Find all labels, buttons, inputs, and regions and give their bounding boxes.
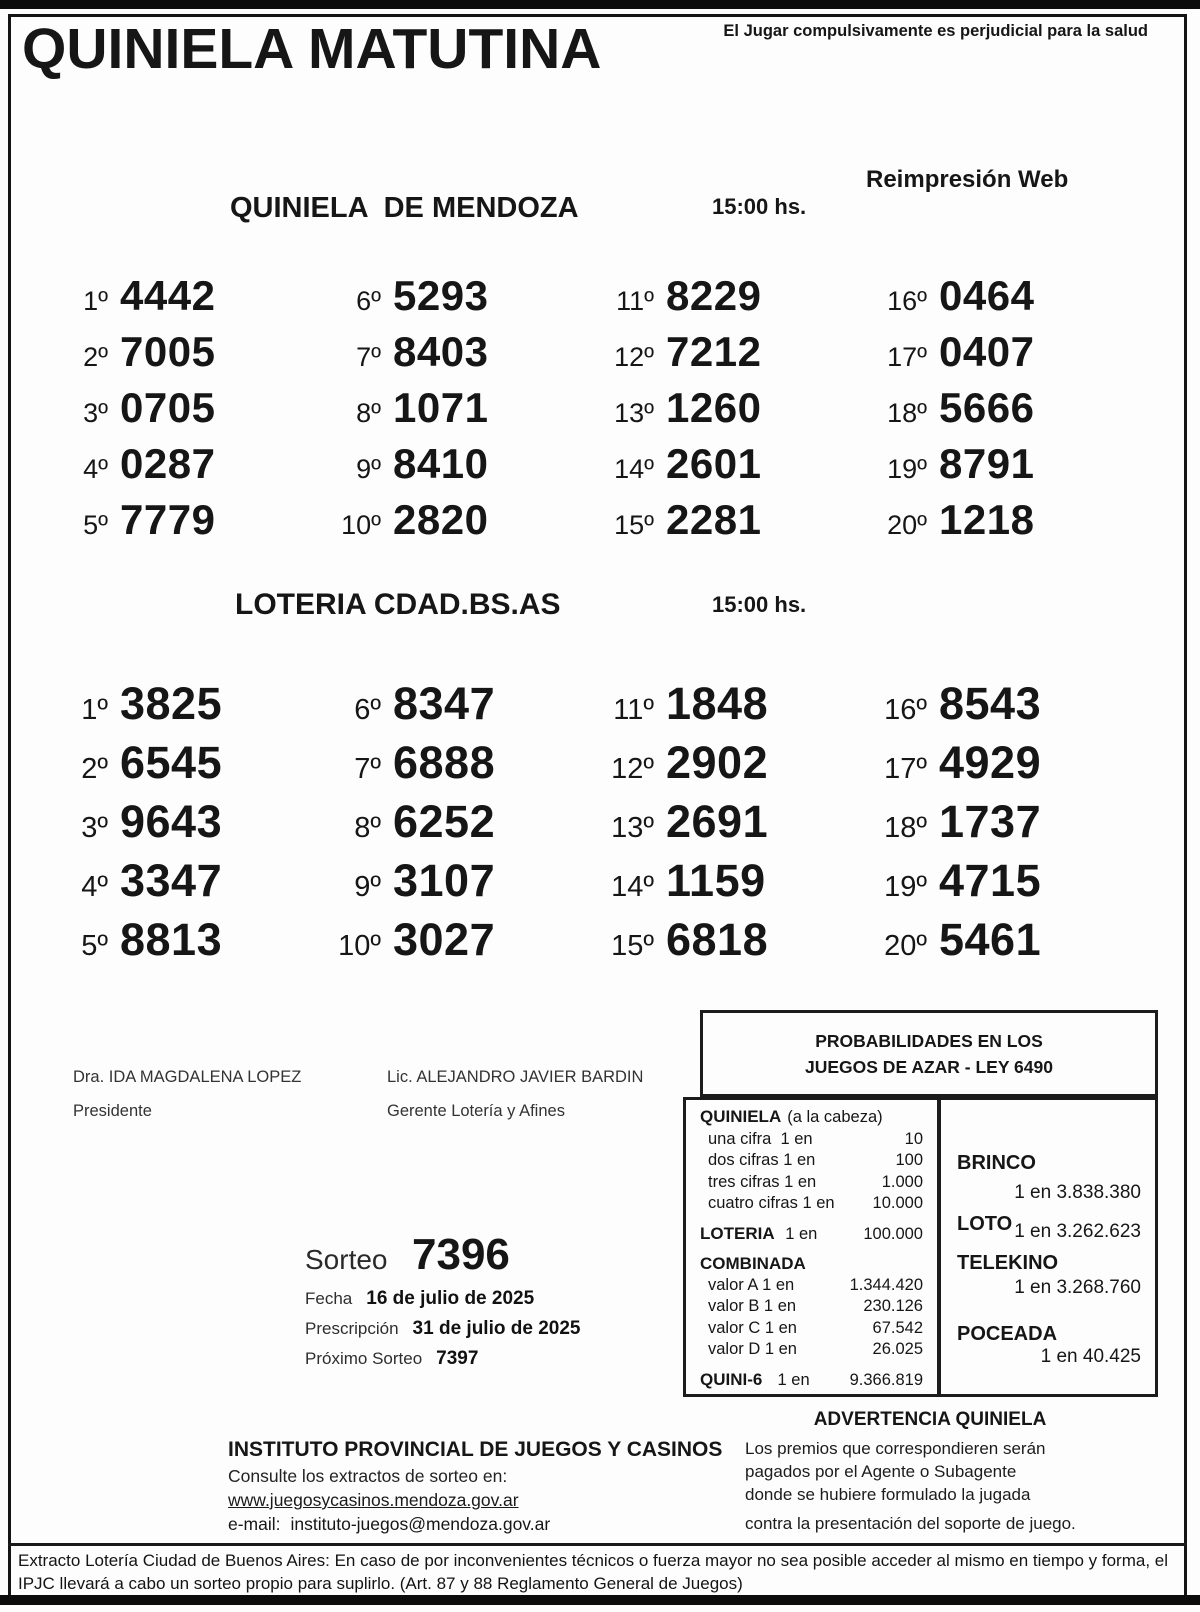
result-number: 7212 bbox=[666, 328, 762, 375]
loteria-results-grid bbox=[48, 674, 1140, 969]
odds-value: 1.344.420 bbox=[849, 1275, 923, 1294]
result-number: 1260 bbox=[666, 384, 762, 431]
result-cell bbox=[867, 492, 1140, 548]
result-number: 8229 bbox=[666, 272, 762, 319]
odds-label: valor A 1 en bbox=[708, 1275, 795, 1294]
result-position: 16º bbox=[884, 694, 927, 726]
institute-website-link[interactable]: www.juegosycasinos.mendoza.gov.ar bbox=[228, 1490, 519, 1510]
result-position: 7º bbox=[356, 342, 381, 372]
result-position: 8º bbox=[354, 812, 381, 844]
result-cell bbox=[48, 380, 321, 436]
result-number: 2281 bbox=[666, 496, 762, 543]
result-position: 6º bbox=[354, 694, 381, 726]
advertencia-line: Los premios que correspondieren serán bbox=[745, 1439, 1046, 1458]
result-position: 14º bbox=[614, 454, 654, 484]
odds-label: valor B 1 en bbox=[708, 1297, 797, 1315]
footer-separator bbox=[8, 1543, 1187, 1546]
odds-value: 1 en 3.268.760 bbox=[1014, 1277, 1141, 1298]
result-number: 4715 bbox=[939, 855, 1042, 906]
game-name: QUINI-6 bbox=[700, 1369, 763, 1389]
probability-row bbox=[700, 1172, 923, 1194]
result-position: 11º bbox=[613, 694, 654, 726]
probability-row bbox=[700, 1193, 923, 1215]
odds-label: una cifra 1 en bbox=[708, 1129, 813, 1148]
footer-disclaimer: Extracto Lotería Ciudad de Buenos Aires: En caso de por inconvenientes técnicos o fuerza mayor no sea posible acceder al mismo en tiempo y forma, el IPJC llevará a cabo un sorteo propio para suplirlo. (Art. 87 y 88 Reglamento General de Juegos) bbox=[18, 1551, 1169, 1593]
result-cell bbox=[594, 324, 867, 380]
result-number: 0407 bbox=[939, 328, 1035, 375]
result-cell bbox=[321, 492, 594, 548]
result-cell bbox=[867, 792, 1140, 851]
result-cell bbox=[867, 910, 1140, 969]
result-position: 1º bbox=[83, 286, 108, 316]
game-name: COMBINADA bbox=[700, 1254, 806, 1273]
probability-row bbox=[700, 1106, 923, 1129]
sorteo-label: Sorteo bbox=[305, 1244, 388, 1275]
odds-label: 1 en bbox=[780, 1224, 818, 1243]
institute-name: INSTITUTO PROVINCIAL DE JUEGOS Y CASINOS bbox=[228, 1438, 723, 1461]
result-cell bbox=[48, 792, 321, 851]
sorteo-number: 7396 bbox=[412, 1230, 510, 1279]
result-number: 2820 bbox=[393, 496, 489, 543]
result-number: 3107 bbox=[393, 855, 496, 906]
mendoza-results-grid bbox=[48, 268, 1140, 548]
result-cell bbox=[867, 324, 1140, 380]
result-number: 8410 bbox=[393, 440, 489, 487]
result-cell bbox=[48, 324, 321, 380]
result-cell bbox=[48, 674, 321, 733]
odds-label: 1 en bbox=[768, 1370, 810, 1389]
result-number: 2902 bbox=[666, 737, 769, 788]
page-title: QUINIELA MATUTINA bbox=[22, 17, 602, 81]
result-position: 2º bbox=[83, 342, 108, 372]
proximo-value: 7397 bbox=[436, 1348, 479, 1369]
result-cell bbox=[321, 380, 594, 436]
result-position: 13º bbox=[611, 812, 654, 844]
result-position: 4º bbox=[81, 871, 108, 903]
result-position: 5º bbox=[81, 930, 108, 962]
result-number: 1159 bbox=[666, 855, 766, 906]
result-cell bbox=[867, 436, 1140, 492]
loteria-section-title: LOTERIA CDAD.BS.AS bbox=[235, 588, 561, 621]
result-cell bbox=[594, 380, 867, 436]
result-position: 10º bbox=[341, 510, 381, 540]
result-number: 3027 bbox=[393, 914, 496, 965]
result-number: 5461 bbox=[939, 914, 1042, 965]
result-cell bbox=[321, 268, 594, 324]
probability-row bbox=[700, 1150, 923, 1172]
probability-row bbox=[700, 1129, 923, 1151]
result-number: 9643 bbox=[120, 796, 223, 847]
game-name: POCEADA bbox=[957, 1323, 1058, 1345]
result-number: 2691 bbox=[666, 796, 769, 847]
probability-row bbox=[700, 1275, 923, 1297]
result-position: 5º bbox=[83, 510, 108, 540]
institute-email-line bbox=[228, 1514, 550, 1535]
odds-label: dos cifras 1 en bbox=[708, 1151, 816, 1169]
prescripcion-label: Prescripción bbox=[305, 1319, 399, 1338]
institute-consult-text: Consulte los extractos de sorteo en: bbox=[228, 1466, 508, 1486]
result-number: 6888 bbox=[393, 737, 496, 788]
advertencia-line: contra la presentación del soporte de juego. bbox=[745, 1514, 1076, 1533]
game-name: TELEKINO bbox=[957, 1252, 1059, 1274]
odds-value: 100 bbox=[895, 1151, 923, 1169]
odds-value: 1 en 40.425 bbox=[1040, 1346, 1141, 1367]
advertencia-text bbox=[745, 1437, 1076, 1535]
result-position: 20º bbox=[887, 510, 927, 540]
result-position: 14º bbox=[611, 871, 654, 903]
probability-entry bbox=[957, 1152, 1141, 1203]
game-name: QUINIELA bbox=[700, 1107, 782, 1126]
result-number: 4929 bbox=[939, 737, 1042, 788]
result-number: 1848 bbox=[666, 678, 769, 729]
result-cell bbox=[594, 268, 867, 324]
result-number: 8347 bbox=[393, 678, 496, 729]
odds-value: 10.000 bbox=[872, 1194, 923, 1212]
result-number: 8543 bbox=[939, 678, 1042, 729]
bottom-border-bar bbox=[0, 1595, 1200, 1605]
result-cell bbox=[594, 492, 867, 548]
responsible-gaming-warning: El Jugar compulsivamente es perjudicial para la salud bbox=[723, 22, 1148, 40]
fecha-value: 16 de julio de 2025 bbox=[366, 1288, 535, 1309]
probability-entry bbox=[957, 1213, 1141, 1242]
advertencia-line: donde se hubiere formulado la jugada bbox=[745, 1485, 1031, 1504]
result-position: 6º bbox=[356, 286, 381, 316]
result-cell bbox=[48, 733, 321, 792]
result-position: 7º bbox=[354, 753, 381, 785]
result-number: 4442 bbox=[120, 272, 216, 319]
game-name: LOTERIA bbox=[700, 1223, 775, 1243]
result-number: 3825 bbox=[120, 678, 223, 729]
odds-label: tres cifras 1 en bbox=[708, 1172, 817, 1191]
result-cell bbox=[867, 268, 1140, 324]
probability-row bbox=[700, 1223, 923, 1246]
result-position: 12º bbox=[614, 342, 654, 372]
result-number: 8791 bbox=[939, 440, 1035, 487]
result-number: 6545 bbox=[120, 737, 223, 788]
result-cell bbox=[867, 380, 1140, 436]
result-position: 17º bbox=[884, 753, 927, 785]
result-number: 1737 bbox=[939, 796, 1042, 847]
result-number: 0705 bbox=[120, 384, 216, 431]
web-reprint-label: Reimpresión Web bbox=[866, 166, 1069, 193]
probabilities-right-column bbox=[941, 1100, 1155, 1394]
result-cell bbox=[594, 674, 867, 733]
result-position: 19º bbox=[884, 871, 927, 903]
result-cell bbox=[594, 910, 867, 969]
result-number: 0287 bbox=[120, 440, 216, 487]
result-position: 18º bbox=[887, 398, 927, 428]
result-number: 7779 bbox=[120, 496, 216, 543]
odds-label: (a la cabeza) bbox=[787, 1108, 883, 1126]
probability-entry bbox=[957, 1323, 1141, 1368]
proximo-label: Próximo Sorteo bbox=[305, 1349, 423, 1368]
odds-label: valor D 1 en bbox=[708, 1340, 797, 1358]
result-cell bbox=[321, 792, 594, 851]
odds-value: 9.366.819 bbox=[849, 1370, 923, 1389]
odds-value: 100.000 bbox=[863, 1224, 923, 1243]
result-cell bbox=[321, 436, 594, 492]
result-position: 11º bbox=[616, 286, 654, 316]
result-position: 4º bbox=[83, 454, 108, 484]
result-cell bbox=[594, 792, 867, 851]
result-cell bbox=[594, 436, 867, 492]
mendoza-draw-time: 15:00 hs. bbox=[712, 194, 807, 219]
result-position: 10º bbox=[338, 930, 381, 962]
result-position: 16º bbox=[887, 286, 927, 316]
result-cell bbox=[321, 733, 594, 792]
result-position: 19º bbox=[887, 454, 927, 484]
result-cell bbox=[594, 851, 867, 910]
result-cell bbox=[48, 436, 321, 492]
result-number: 0464 bbox=[939, 272, 1035, 319]
probabilities-title-line1: PROBABILIDADES EN LOS bbox=[815, 1031, 1043, 1051]
prescripcion-line bbox=[305, 1318, 580, 1340]
result-cell bbox=[594, 733, 867, 792]
result-cell bbox=[48, 492, 321, 548]
email-address-link[interactable]: instituto-juegos@mendoza.gov.ar bbox=[290, 1514, 551, 1534]
advertencia-line: pagados por el Agente o Subagente bbox=[745, 1462, 1017, 1481]
fecha-label: Fecha bbox=[305, 1289, 353, 1308]
official-role: Gerente Lotería y Afines bbox=[387, 1102, 565, 1120]
result-cell bbox=[867, 733, 1140, 792]
official-role: Presidente bbox=[73, 1102, 152, 1120]
probability-row bbox=[700, 1296, 923, 1318]
result-position: 3º bbox=[81, 812, 108, 844]
result-number: 1071 bbox=[393, 384, 489, 431]
odds-value: 67.542 bbox=[872, 1318, 923, 1337]
result-cell bbox=[321, 674, 594, 733]
result-cell bbox=[48, 851, 321, 910]
mendoza-section-title: QUINIELA DE MENDOZA bbox=[230, 192, 579, 224]
result-number: 5293 bbox=[393, 272, 489, 319]
odds-value: 1.000 bbox=[881, 1172, 923, 1191]
result-number: 8813 bbox=[120, 914, 223, 965]
probabilities-title-line2: JUEGOS DE AZAR - LEY 6490 bbox=[805, 1057, 1053, 1077]
probability-row bbox=[700, 1253, 923, 1275]
result-position: 15º bbox=[611, 930, 654, 962]
official-name: Dra. IDA MAGDALENA LOPEZ bbox=[73, 1068, 302, 1086]
top-border-bar bbox=[0, 0, 1200, 9]
result-position: 18º bbox=[884, 812, 927, 844]
result-number: 5666 bbox=[939, 384, 1035, 431]
email-label: e-mail: bbox=[228, 1514, 281, 1534]
result-position: 17º bbox=[887, 342, 927, 372]
result-position: 9º bbox=[356, 454, 381, 484]
odds-value: 1 en 3.262.623 bbox=[1014, 1221, 1141, 1242]
result-cell bbox=[321, 851, 594, 910]
game-name: LOTO bbox=[957, 1213, 1013, 1235]
result-cell bbox=[867, 674, 1140, 733]
result-number: 6818 bbox=[666, 914, 769, 965]
probability-entry bbox=[957, 1252, 1141, 1297]
result-cell bbox=[321, 324, 594, 380]
result-number: 2601 bbox=[666, 440, 762, 487]
result-number: 8403 bbox=[393, 328, 489, 375]
advertencia-title: ADVERTENCIA QUINIELA bbox=[813, 1409, 1047, 1430]
prescripcion-value: 31 de julio de 2025 bbox=[412, 1318, 581, 1339]
probability-row bbox=[700, 1318, 923, 1340]
result-number: 7005 bbox=[120, 328, 216, 375]
probabilities-left-column bbox=[686, 1100, 937, 1394]
proximo-sorteo-line bbox=[305, 1348, 478, 1370]
odds-label: valor C 1 en bbox=[708, 1318, 797, 1337]
result-position: 12º bbox=[611, 753, 654, 785]
result-cell bbox=[867, 851, 1140, 910]
result-number: 1218 bbox=[939, 496, 1035, 543]
probability-row bbox=[700, 1369, 923, 1392]
result-position: 13º bbox=[614, 398, 654, 428]
fecha-line bbox=[305, 1288, 534, 1310]
result-cell bbox=[48, 910, 321, 969]
odds-value: 10 bbox=[904, 1129, 923, 1148]
odds-value: 230.126 bbox=[863, 1297, 923, 1315]
loteria-draw-time: 15:00 hs. bbox=[712, 592, 807, 617]
result-cell bbox=[48, 268, 321, 324]
probability-row bbox=[700, 1339, 923, 1361]
result-position: 20º bbox=[884, 930, 927, 962]
odds-value: 1 en 3.838.380 bbox=[1014, 1182, 1141, 1203]
result-number: 6252 bbox=[393, 796, 496, 847]
result-position: 3º bbox=[83, 398, 108, 428]
odds-label: cuatro cifras 1 en bbox=[708, 1194, 835, 1212]
probabilities-header-box bbox=[700, 1010, 1158, 1097]
result-position: 8º bbox=[356, 398, 381, 428]
game-name: BRINCO bbox=[957, 1152, 1036, 1174]
result-position: 15º bbox=[614, 510, 654, 540]
odds-value: 26.025 bbox=[872, 1340, 923, 1358]
result-number: 3347 bbox=[120, 855, 223, 906]
result-position: 9º bbox=[354, 871, 381, 903]
result-position: 2º bbox=[81, 753, 108, 785]
result-cell bbox=[321, 910, 594, 969]
probabilities-table bbox=[683, 1097, 1158, 1397]
result-position: 1º bbox=[81, 694, 108, 726]
official-name: Lic. ALEJANDRO JAVIER BARDIN bbox=[387, 1068, 644, 1086]
